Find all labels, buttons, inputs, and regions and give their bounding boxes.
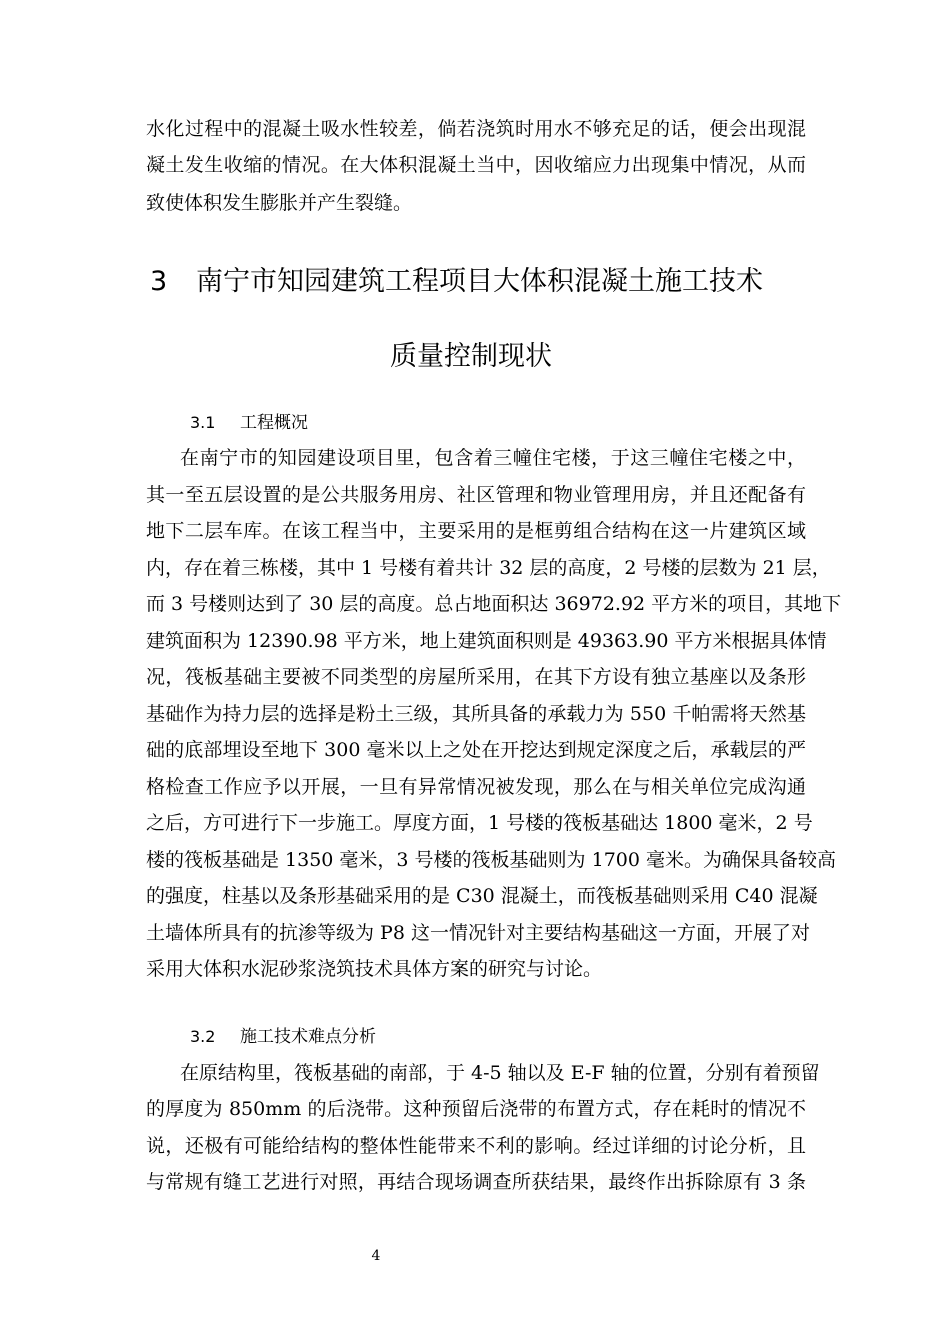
chapter-title-line-1: 南宁市知园建筑工程项目大体积混凝土施工技术 xyxy=(196,266,763,297)
paragraph-line: 建筑面积为 12390.98 平方米，地上建筑面积则是 49363.90 平方米根据具体情 xyxy=(146,630,827,652)
paragraph-line: 其一至五层设置的是公共服务用房、社区管理和物业管理用房，并且还配备有 xyxy=(146,484,806,506)
paragraph-line: 基础作为持力层的选择是粉土三级，其所具备的承载力为 550 千帕需将天然基 xyxy=(146,703,806,725)
chapter-title-line-2: 质量控制现状 xyxy=(390,341,552,372)
paragraph-line: 之后，方可进行下一步施工。厚度方面，1 号楼的筏板基础达 1800 毫米，2 号 xyxy=(146,812,813,834)
paragraph-line: 格检查工作应予以开展，一旦有异常情况被发现，那么在与相关单位完成沟通 xyxy=(146,776,806,798)
paragraph-line: 致使体积发生膨胀并产生裂缝。 xyxy=(146,192,413,214)
paragraph-line: 楼的筏板基础是 1350 毫米，3 号楼的筏板基础则为 1700 毫米。为确保具备较高 xyxy=(146,849,836,871)
paragraph-line: 况，筏板基础主要被不同类型的房屋所采用，在其下方设有独立基座以及条形 xyxy=(146,666,806,688)
paragraph-line: 水化过程中的混凝土吸水性较差，倘若浇筑时用水不够充足的话，便会出现混 xyxy=(146,118,806,140)
paragraph-line: 与常规有缝工艺进行对照，再结合现场调查所获结果，最终作出拆除原有 3 条 xyxy=(146,1171,806,1193)
paragraph-line: 而 3 号楼则达到了 30 层的高度。总占地面积达 36972.92 平方米的项目，其地下 xyxy=(146,593,842,615)
paragraph-line: 说，还极有可能给结构的整体性能带来不利的影响。经过详细的讨论分析，且 xyxy=(146,1135,806,1157)
paragraph-line: 的强度，柱基以及条形基础采用的是 C30 混凝土，而筏板基础则采用 C40 混凝 xyxy=(146,885,818,907)
paragraph-line: 内，存在着三栋楼，其中 1 号楼有着共计 32 层的高度，2 号楼的层数为 21 层， xyxy=(146,557,831,579)
paragraph-line: 在南宁市的知园建设项目里，包含着三幢住宅楼，于这三幢住宅楼之中， xyxy=(180,447,806,469)
page-number: 4 xyxy=(371,1248,381,1264)
chapter-number: 3 xyxy=(150,266,168,297)
paragraph-line: 地下二层车库。在该工程当中，主要采用的是框剪组合结构在这一片建筑区域 xyxy=(146,520,806,542)
paragraph-line: 土墙体所具有的抗渗等级为 P8 这一情况针对主要结构基础这一方面，开展了对 xyxy=(146,922,810,944)
paragraph-line: 在原结构里，筏板基础的南部，于 4-5 轴以及 E-F 轴的位置，分别有着预留 xyxy=(180,1062,820,1084)
paragraph-line: 采用大体积水泥砂浆浇筑技术具体方案的研究与讨论。 xyxy=(146,958,603,980)
paragraph-line: 凝土发生收缩的情况。在大体积混凝土当中，因收缩应力出现集中情况，从而 xyxy=(146,154,806,176)
section-number: 3.2 xyxy=(190,1027,216,1046)
paragraph-line: 的厚度为 850mm 的后浇带。这种预留后浇带的布置方式，存在耗时的情况不 xyxy=(146,1098,806,1120)
section-title: 施工技术难点分析 xyxy=(240,1027,376,1047)
section-number: 3.1 xyxy=(190,413,216,432)
section-title: 工程概况 xyxy=(240,413,308,433)
paragraph-line: 础的底部埋设至地下 300 毫米以上之处在开挖达到规定深度之后，承载层的严 xyxy=(146,739,806,761)
